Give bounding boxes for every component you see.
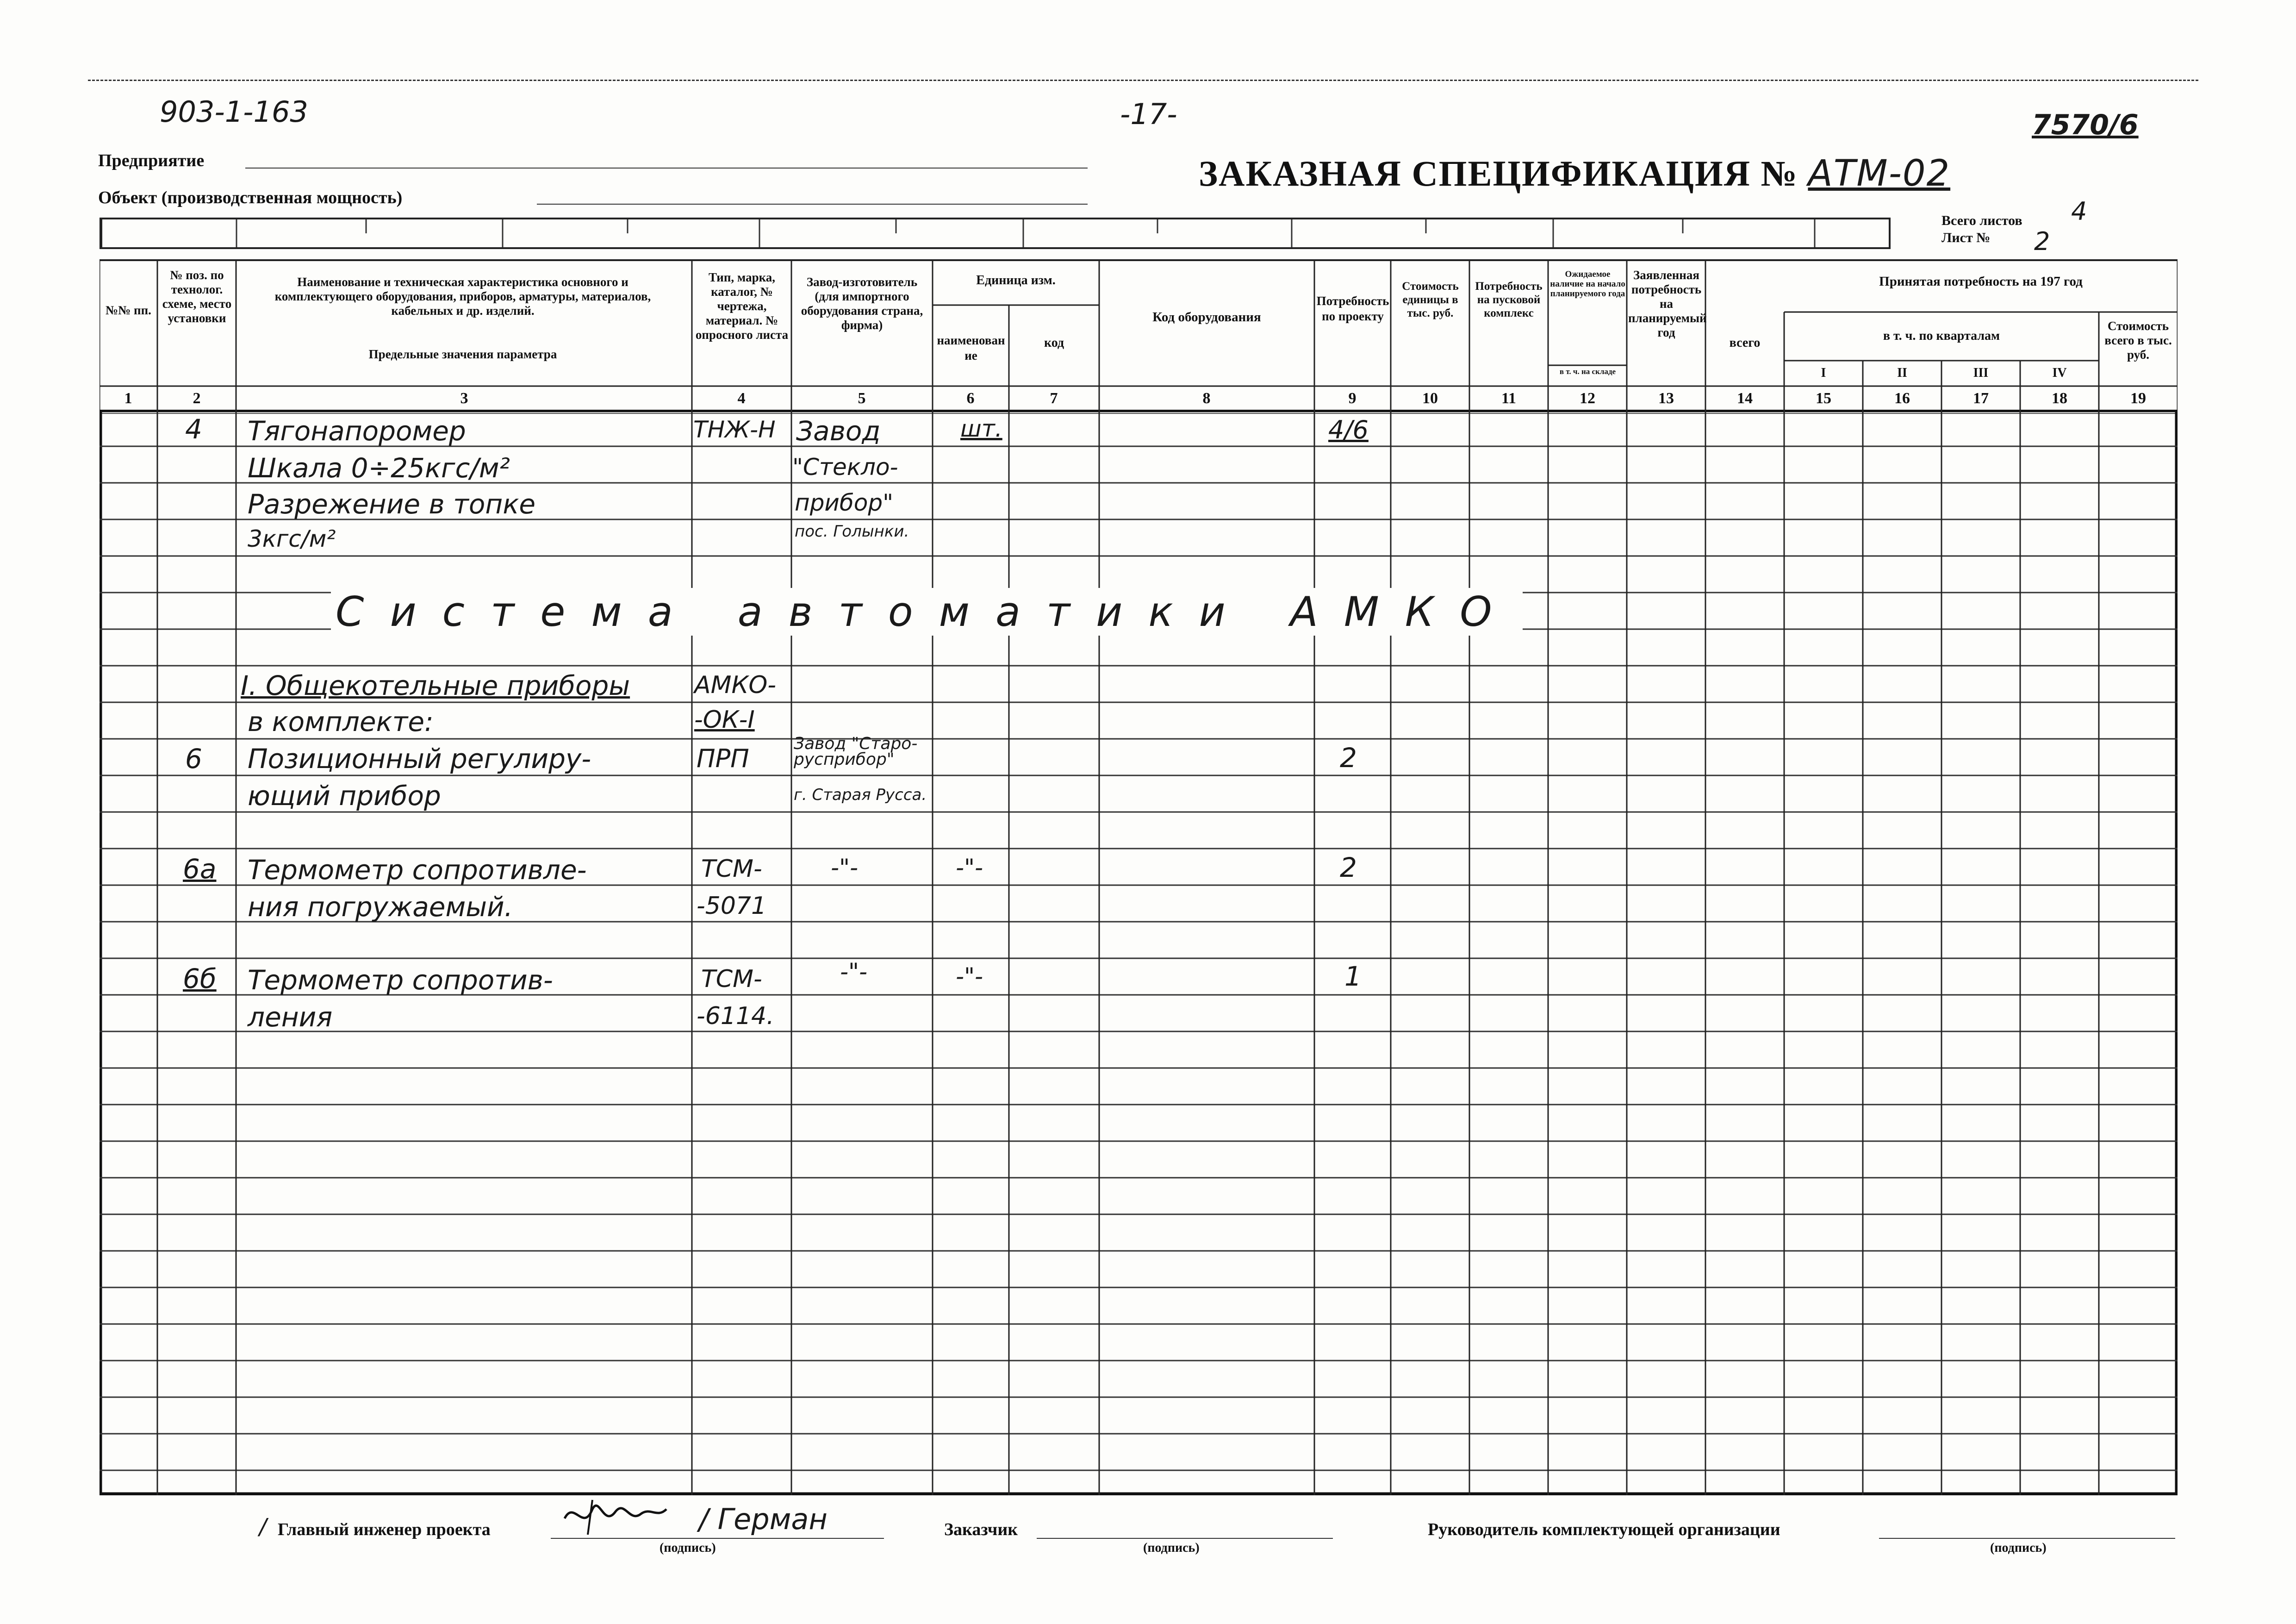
- row-1-qty: 4/6: [1328, 415, 1369, 444]
- colnum-11: 11: [1501, 390, 1517, 407]
- colnum-16: 16: [1894, 390, 1910, 407]
- row-8-pos: 6: [185, 743, 202, 775]
- signature-caption-1: (подпись): [660, 1541, 716, 1555]
- row-12-type: ТСМ-: [701, 965, 762, 993]
- row-12-qty: 1: [1344, 961, 1362, 992]
- head-line: [1879, 1538, 2175, 1539]
- colnum-17: 17: [1973, 390, 1989, 407]
- header-c6: наименование: [937, 333, 1005, 362]
- row-13-name: ления: [248, 1001, 333, 1033]
- row-10-type: ТСМ-: [701, 855, 762, 883]
- row-10-maker: -"-: [831, 854, 859, 881]
- object-line: [537, 204, 1088, 205]
- header-c3-b: Предельные значения параметра: [368, 347, 557, 361]
- colnum-8: 8: [1202, 390, 1211, 407]
- head-label: Руководитель комплектующей организации: [1428, 1520, 1780, 1539]
- row-2-maker: "Стекло-: [792, 454, 898, 481]
- row-8-maker: Завод "Старо-русприбор": [794, 734, 918, 769]
- header-c12-b: в т. ч. на складе: [1559, 367, 1616, 376]
- header-q4: IV: [2052, 366, 2067, 380]
- header-c1: №№ пп.: [106, 303, 151, 317]
- row-4-maker: пос. Голынки.: [795, 522, 909, 541]
- row-13-type: -6114.: [697, 1002, 774, 1030]
- header-table: [100, 259, 2178, 414]
- header-c13: Заявленная потребность на планируемый год: [1628, 268, 1707, 339]
- colnum-12: 12: [1580, 390, 1595, 407]
- row-10-qty: 2: [1340, 852, 1357, 883]
- colnum-18: 18: [2052, 390, 2067, 407]
- row-8-type: ПРП: [697, 744, 749, 773]
- colnum-13: 13: [1658, 390, 1674, 407]
- total-sheets-label: Всего листов: [1941, 213, 2022, 228]
- object-label: Объект (производственная мощность): [98, 188, 403, 207]
- header-quarters: в т. ч. по кварталам: [1883, 329, 2000, 343]
- row-12-pos: 6б: [183, 963, 217, 994]
- footer-slash: /: [259, 1514, 267, 1540]
- row-2-name: Шкала 0÷25кгс/м²: [248, 452, 510, 484]
- row-11-name: ния погружаемый.: [248, 891, 513, 923]
- header-c3-a: Наименование и техническая характеристика основного и комплектующего оборудования, приборов, арматуры, материалов, кабельных и др. изделий.: [274, 275, 651, 318]
- chief-engineer-name-text: Герман: [717, 1502, 828, 1536]
- row-8-qty: 2: [1340, 742, 1357, 774]
- row-4-name: 3кгс/м²: [248, 525, 336, 552]
- colnum-10: 10: [1422, 390, 1438, 407]
- header-unit: Единица изм.: [976, 273, 1056, 287]
- row-7-type: -ОК-I: [694, 706, 755, 734]
- colnum-7: 7: [1050, 390, 1058, 407]
- header-c14: всего: [1729, 336, 1761, 350]
- colnum-1: 1: [124, 390, 132, 407]
- header-c2: № поз. по технолог. схеме, место установки: [162, 268, 232, 325]
- section-title: Система автоматики АМКО: [331, 588, 1523, 636]
- row-8-name: Позиционный регулиру-: [248, 743, 591, 775]
- row-3-maker: прибор": [795, 489, 894, 516]
- spec-number: АТМ-02: [1808, 153, 1951, 194]
- header-c7: код: [1044, 336, 1064, 350]
- spec-title-text: ЗАКАЗНАЯ СПЕЦИФИКАЦИЯ №: [1199, 153, 1798, 194]
- enterprise-line: [245, 168, 1088, 169]
- spec-title: [1199, 153, 1950, 194]
- row-1-unit: шт.: [960, 415, 1002, 442]
- colnum-6: 6: [966, 390, 975, 407]
- body-grid-lines: [100, 410, 2178, 1495]
- header-q2: II: [1897, 366, 1907, 380]
- spec-body-table: [100, 410, 2178, 1495]
- header-c4: Тип, марка, каталог, № чертежа, материал. № опросного листа: [695, 270, 789, 342]
- row-11-type: -5071: [697, 892, 767, 920]
- signature-caption-2: (подпись): [1143, 1541, 1200, 1555]
- header-c9: Потребность по проекту: [1316, 294, 1389, 323]
- row-1-maker: Завод: [796, 415, 881, 447]
- row-12-maker: -"-: [840, 958, 868, 985]
- row-12-unit: -"-: [956, 963, 983, 990]
- sheet-label: Лист №: [1941, 230, 1991, 245]
- header-c19: Стоимость всего в тыс. руб.: [2104, 319, 2172, 362]
- colnum-2: 2: [193, 390, 201, 407]
- enterprise-label: Предприятие: [98, 151, 205, 170]
- row-10-pos: 6а: [183, 853, 217, 885]
- row-7-name: в комплекте:: [248, 706, 434, 737]
- row-12-name: Термометр сопротив-: [248, 964, 553, 996]
- colnum-5: 5: [858, 390, 866, 407]
- header-c5: Завод-изготовитель (для импортного оборудования страна, фирма): [801, 275, 923, 332]
- chief-engineer-name: / Герман: [699, 1502, 828, 1536]
- header-c11: Потребность на пусковой комплекс: [1475, 280, 1543, 319]
- header-accepted: Принятая потребность на 197 год: [1879, 274, 2083, 289]
- stamp-strip-dividers: [102, 219, 1889, 247]
- row-1-name: Тягонапоромер: [248, 415, 466, 447]
- header-c10: Стоимость единицы в тыс. руб.: [1402, 280, 1459, 319]
- sheet-value: 2: [2034, 227, 2050, 256]
- row-6-name: I. Общекотельные приборы: [241, 670, 630, 701]
- customer-line: [1037, 1538, 1333, 1539]
- header-c8: Код оборудования: [1152, 310, 1261, 325]
- row-10-name: Термометр сопротивле-: [248, 854, 587, 886]
- row-1-pos: 4: [185, 413, 202, 445]
- row-6-type: АМКО-: [694, 671, 777, 699]
- header-q3: III: [1973, 366, 1989, 380]
- row-10-unit: -"-: [956, 854, 983, 881]
- top-rule: [88, 80, 2198, 81]
- row-9-name: ющий прибор: [248, 780, 441, 812]
- chief-engineer-signature: [560, 1491, 671, 1542]
- row-3-name: Разрежение в топке: [248, 488, 536, 520]
- row-9-maker: г. Старая Русса.: [794, 786, 927, 804]
- colnum-3: 3: [460, 390, 468, 407]
- colnum-19: 19: [2130, 390, 2146, 407]
- row-1-type: ТНЖ-Н: [693, 416, 776, 443]
- chief-engineer-label: Главный инженер проекта: [278, 1520, 491, 1539]
- signature-caption-3: (подпись): [1990, 1541, 2047, 1555]
- header-c12: Ожидаемое наличие на начало планируемого года: [1550, 269, 1625, 299]
- customer-label: Заказчик: [944, 1520, 1018, 1539]
- doc-code: 903-1-163: [160, 95, 308, 129]
- total-sheets-value: 4: [2071, 197, 2087, 226]
- colnum-14: 14: [1737, 390, 1753, 407]
- archive-number: 7570/6: [2032, 109, 2139, 141]
- stamp-strip: [100, 218, 1891, 249]
- colnum-9: 9: [1348, 390, 1356, 407]
- page-number: -17-: [1120, 97, 1177, 131]
- header-q1: I: [1821, 366, 1826, 380]
- colnum-4: 4: [737, 390, 746, 407]
- colnum-15: 15: [1816, 390, 1831, 407]
